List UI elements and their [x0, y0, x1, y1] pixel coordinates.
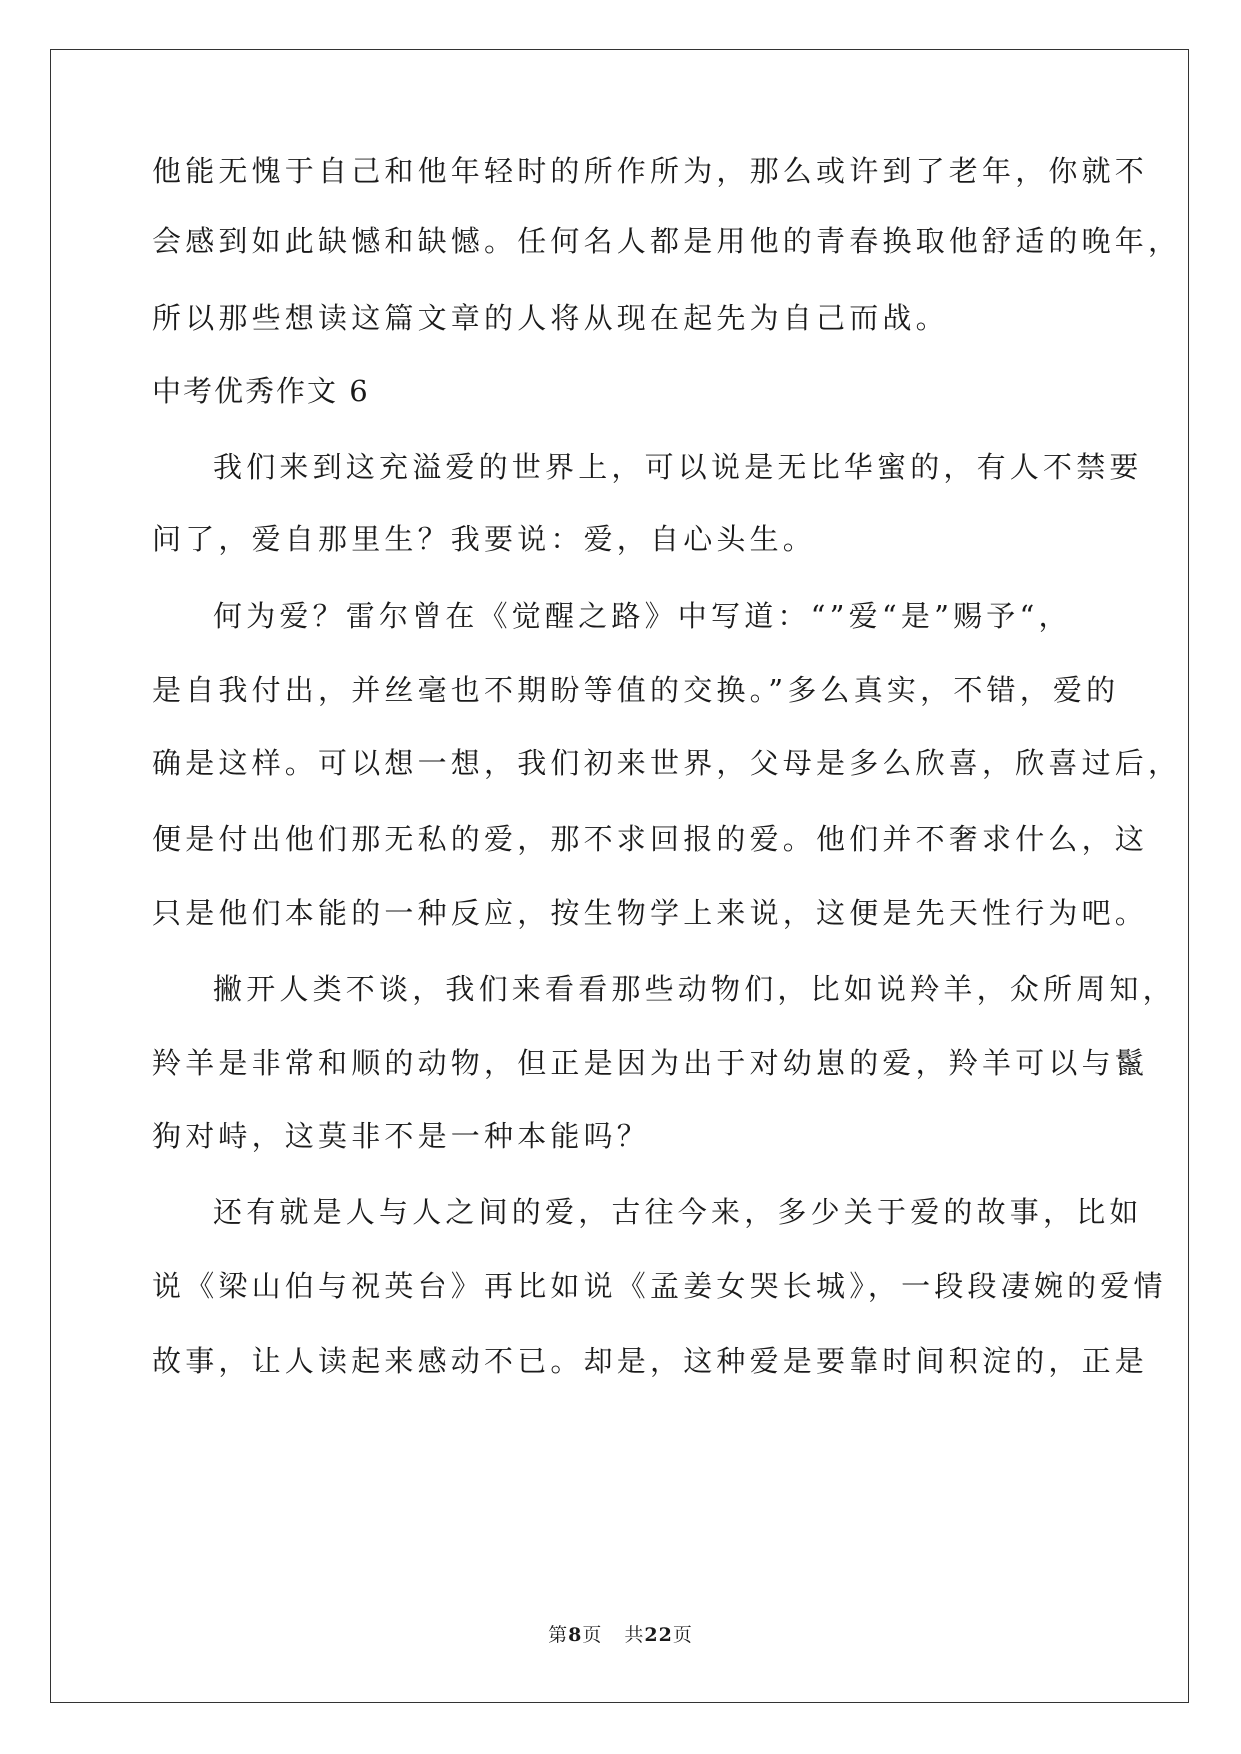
- page-total-prefix: 共: [624, 1624, 645, 1646]
- section-heading: 中考优秀作文 6: [152, 374, 370, 408]
- paragraph-first-line: 我们来到这充溢爱的世界上，可以说是无比华蜜的，有人不禁要: [213, 450, 1143, 484]
- body-text-line: 狗对峙，这莫非不是一种本能吗？: [152, 1119, 651, 1153]
- paragraph-first-line: 还有就是人与人之间的爱，古往今来，多少关于爱的故事，比如: [213, 1195, 1143, 1229]
- body-text-line: 问了，爱自那里生？我要说：爱，自心头生。: [152, 522, 817, 556]
- page-number-prefix: 第: [548, 1624, 569, 1646]
- paragraph-first-line: 撇开人类不谈，我们来看看那些动物们，比如说羚羊，众所周知，: [213, 972, 1176, 1006]
- paragraph-first-line: 何为爱？雷尔曾在《觉醒之路》中写道：“”爱“是”赐予“，: [213, 599, 1072, 633]
- page-number-suffix: 页: [582, 1624, 603, 1646]
- body-text-line: 确是这样。可以想一想，我们初来世界，父母是多么欣喜，欣喜过后，: [152, 746, 1182, 780]
- body-text-line: 羚羊是非常和顺的动物，但正是因为出于对幼崽的爱，羚羊可以与鬣: [152, 1046, 1149, 1080]
- body-text-line: 只是他们本能的一种反应，按生物学上来说，这便是先天性行为吧。: [152, 896, 1149, 930]
- body-text-line: 说《梁山伯与祝英台》再比如说《孟姜女哭长城》，一段段凄婉的爱情: [152, 1269, 1167, 1303]
- page-number-total: 22: [644, 1624, 673, 1646]
- body-text-line: 便是付出他们那无私的爱，那不求回报的爱。他们并不奢求什么，这: [152, 822, 1149, 856]
- page-footer: [0, 1623, 1241, 1647]
- body-text-line: 故事，让人读起来感动不已。却是，这种爱是要靠时间积淀的，正是: [152, 1344, 1149, 1378]
- page-number-current: 8: [568, 1624, 583, 1646]
- body-text-line: 所以那些想读这篇文章的人将从现在起先为自己而战。: [152, 301, 949, 335]
- body-text-line: 是自我付出，并丝毫也不期盼等值的交换。”多么真实，不错，爱的: [152, 673, 1120, 707]
- body-text-line: 他能无愧于自己和他年轻时的所作所为，那么或许到了老年，你就不: [152, 154, 1149, 188]
- body-text-line: 会感到如此缺憾和缺憾。任何名人都是用他的青春换取他舒适的晚年，: [152, 224, 1182, 258]
- page-total-suffix: 页: [672, 1624, 693, 1646]
